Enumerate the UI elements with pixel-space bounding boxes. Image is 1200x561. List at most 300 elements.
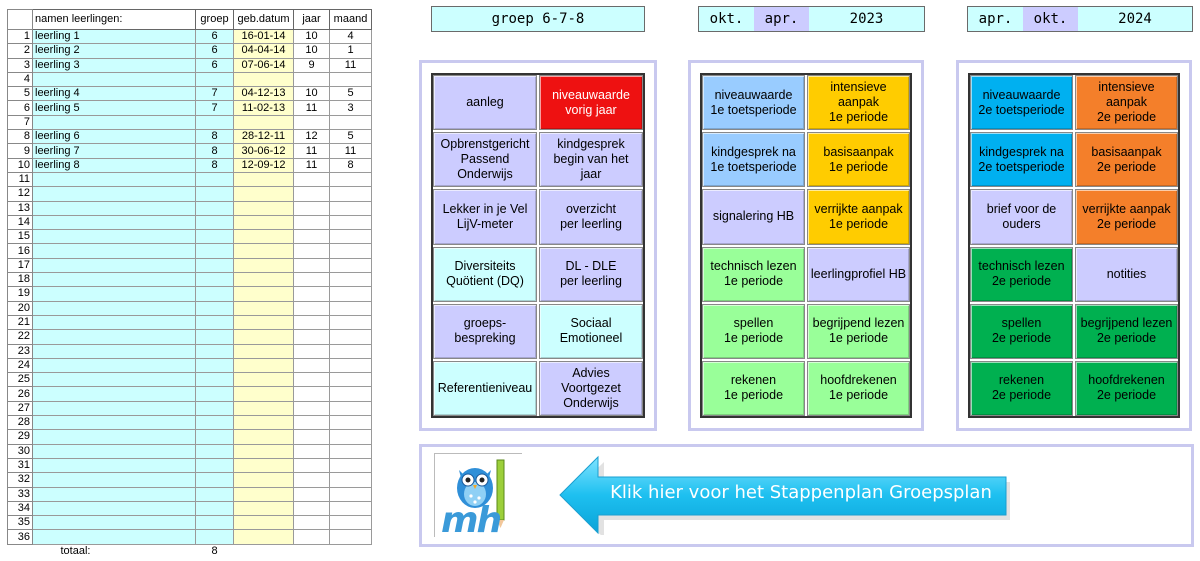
age-month-cell[interactable] (330, 458, 372, 472)
student-name-cell[interactable] (33, 344, 196, 358)
tile-button-right-11[interactable]: rekenen 2e periode (970, 361, 1073, 416)
group-cell[interactable]: 8 (196, 130, 234, 144)
table-row (8, 30, 372, 44)
birthdate-cell[interactable] (234, 258, 294, 272)
group-cell[interactable] (196, 444, 234, 458)
row-number-header (8, 10, 33, 30)
age-month-cell[interactable] (330, 230, 372, 244)
month-column-header: maand (330, 10, 372, 30)
student-name-cell[interactable] (33, 401, 196, 415)
table-row (8, 72, 372, 86)
birthdate-cell[interactable] (234, 387, 294, 401)
age-month-cell[interactable]: 5 (330, 87, 372, 101)
birthdate-cell[interactable] (234, 501, 294, 515)
row-number-cell: 27 (8, 401, 33, 415)
table-row (8, 158, 372, 172)
tile-button-middle-1[interactable]: niveauwaarde 1e toetsperiode (702, 75, 805, 130)
age-year-cell[interactable] (294, 187, 330, 201)
tile-button-left-12[interactable]: Advies Voortgezet Onderwijs (539, 361, 643, 416)
group-cell[interactable] (196, 501, 234, 515)
age-year-cell[interactable] (294, 115, 330, 129)
total-value: 8 (211, 545, 218, 558)
tile-button-right-7[interactable]: technisch lezen 2e periode (970, 247, 1073, 302)
student-name-cell[interactable] (33, 516, 196, 530)
student-name-cell[interactable] (33, 258, 196, 272)
tile-grid-general (431, 73, 645, 418)
group-cell[interactable] (196, 487, 234, 501)
group-cell[interactable] (196, 344, 234, 358)
row-number-cell: 10 (8, 158, 33, 172)
age-year-cell[interactable]: 11 (294, 144, 330, 158)
student-name-cell[interactable] (33, 244, 196, 258)
group-cell[interactable] (196, 230, 234, 244)
age-month-cell[interactable] (330, 215, 372, 229)
group-cell[interactable] (196, 358, 234, 372)
student-name-cell[interactable] (33, 330, 196, 344)
student-name-cell[interactable]: leerling 7 (33, 144, 196, 158)
row-number-cell: 5 (8, 87, 33, 101)
tile-button-middle-8[interactable]: leerlingprofiel HB (807, 247, 910, 302)
birthdate-cell[interactable]: 07-06-14 (234, 58, 294, 72)
birthdate-cell[interactable] (234, 115, 294, 129)
student-name-cell[interactable] (33, 315, 196, 329)
row-number-cell: 7 (8, 115, 33, 129)
owl-logo-icon (434, 453, 522, 541)
student-name-cell[interactable] (33, 201, 196, 215)
row-number-cell: 33 (8, 487, 33, 501)
age-month-cell[interactable] (330, 387, 372, 401)
age-month-cell[interactable] (330, 187, 372, 201)
tile-button-middle-4[interactable]: basisaanpak 1e periode (807, 132, 910, 187)
table-row (8, 258, 372, 272)
group-cell[interactable] (196, 373, 234, 387)
age-month-cell[interactable] (330, 373, 372, 387)
birthdate-cell[interactable] (234, 172, 294, 186)
age-month-cell[interactable] (330, 287, 372, 301)
age-month-cell[interactable] (330, 72, 372, 86)
student-name-cell[interactable] (33, 373, 196, 387)
group-cell[interactable]: 8 (196, 144, 234, 158)
tile-button-right-12[interactable]: hoofdrekenen 2e periode (1075, 361, 1178, 416)
birthdate-cell[interactable]: 28-12-11 (234, 130, 294, 144)
age-month-cell[interactable]: 11 (330, 58, 372, 72)
row-number-cell: 6 (8, 101, 33, 115)
age-year-cell[interactable] (294, 401, 330, 415)
row-number-cell: 34 (8, 501, 33, 515)
group-cell[interactable] (196, 458, 234, 472)
age-month-cell[interactable] (330, 258, 372, 272)
group-cell[interactable] (196, 244, 234, 258)
group-cell[interactable] (196, 201, 234, 215)
table-row (8, 330, 372, 344)
tile-grid-period-2 (968, 73, 1180, 418)
group-cell[interactable] (196, 315, 234, 329)
age-year-cell[interactable] (294, 244, 330, 258)
table-row (8, 373, 372, 387)
age-month-cell[interactable] (330, 473, 372, 487)
age-year-cell[interactable] (294, 301, 330, 315)
group-cell[interactable] (196, 301, 234, 315)
row-number-cell: 1 (8, 30, 33, 44)
age-year-cell[interactable] (294, 201, 330, 215)
tile-button-right-4[interactable]: basisaanpak 2e periode (1075, 132, 1178, 187)
tile-button-right-9[interactable]: spellen 2e periode (970, 304, 1073, 359)
row-number-cell: 14 (8, 215, 33, 229)
row-number-cell: 29 (8, 430, 33, 444)
table-row (8, 230, 372, 244)
birthdate-cell[interactable] (234, 287, 294, 301)
group-cell[interactable]: 8 (196, 158, 234, 172)
tile-button-right-5[interactable]: brief voor de ouders (970, 189, 1073, 244)
stappenplan-banner (419, 444, 1194, 547)
group-header-label: groep 6-7-8 (491, 11, 585, 27)
student-name-cell[interactable] (33, 273, 196, 287)
birthdate-cell[interactable] (234, 244, 294, 258)
age-year-cell[interactable] (294, 444, 330, 458)
student-name-cell[interactable]: leerling 8 (33, 158, 196, 172)
age-year-cell[interactable] (294, 273, 330, 287)
row-number-cell: 26 (8, 387, 33, 401)
period-header-2024 (967, 6, 1193, 32)
student-name-cell[interactable] (33, 287, 196, 301)
birthdate-cell[interactable] (234, 473, 294, 487)
age-month-cell[interactable] (330, 315, 372, 329)
student-name-cell[interactable]: leerling 3 (33, 58, 196, 72)
table-row (8, 430, 372, 444)
row-number-cell: 8 (8, 130, 33, 144)
age-month-cell[interactable]: 5 (330, 130, 372, 144)
group-cell[interactable] (196, 172, 234, 186)
table-row (8, 187, 372, 201)
period-2023-year: 2023 (849, 11, 884, 27)
birthdate-cell[interactable] (234, 430, 294, 444)
row-number-cell: 3 (8, 58, 33, 72)
student-name-cell[interactable] (33, 215, 196, 229)
stappenplan-link-label: Klik hier voor het Stappenplan Groepsplan (610, 482, 992, 503)
age-year-cell[interactable] (294, 258, 330, 272)
student-name-cell[interactable] (33, 72, 196, 86)
age-year-cell[interactable] (294, 172, 330, 186)
age-month-cell[interactable]: 1 (330, 44, 372, 58)
age-year-cell[interactable] (294, 330, 330, 344)
group-cell[interactable] (196, 330, 234, 344)
birthdate-cell[interactable]: 12-09-12 (234, 158, 294, 172)
table-row (8, 501, 372, 515)
row-number-cell: 36 (8, 530, 33, 544)
group-cell[interactable] (196, 387, 234, 401)
age-month-cell[interactable] (330, 530, 372, 544)
birthdate-cell[interactable] (234, 444, 294, 458)
group-cell[interactable] (196, 287, 234, 301)
birthdate-cell[interactable] (234, 273, 294, 287)
student-name-cell[interactable]: leerling 4 (33, 87, 196, 101)
table-row (8, 58, 372, 72)
student-name-cell[interactable] (33, 115, 196, 129)
age-year-cell[interactable]: 10 (294, 87, 330, 101)
table-row (8, 516, 372, 530)
tile-button-right-2[interactable]: intensieve aanpak 2e periode (1075, 75, 1178, 130)
table-row (8, 87, 372, 101)
age-year-cell[interactable] (294, 473, 330, 487)
tile-grid-period-1 (700, 73, 912, 418)
tile-button-middle-5[interactable]: signalering HB (702, 189, 805, 244)
group-cell[interactable] (196, 430, 234, 444)
tile-button-middle-9[interactable]: spellen 1e periode (702, 304, 805, 359)
age-year-cell[interactable] (294, 516, 330, 530)
tile-button-middle-6[interactable]: verrijkte aanpak 1e periode (807, 189, 910, 244)
birthdate-cell[interactable] (234, 201, 294, 215)
age-year-cell[interactable] (294, 430, 330, 444)
group-cell[interactable] (196, 187, 234, 201)
student-name-cell[interactable] (33, 458, 196, 472)
table-row (8, 144, 372, 158)
student-name-cell[interactable]: leerling 6 (33, 130, 196, 144)
age-year-cell[interactable]: 9 (294, 58, 330, 72)
student-name-cell[interactable] (33, 444, 196, 458)
student-name-cell[interactable]: leerling 2 (33, 44, 196, 58)
age-year-cell[interactable]: 12 (294, 130, 330, 144)
tile-button-right-3[interactable]: kindgesprek na 2e toetsperiode (970, 132, 1073, 187)
tile-button-right-6[interactable]: verrijkte aanpak 2e periode (1075, 189, 1178, 244)
age-month-cell[interactable]: 11 (330, 144, 372, 158)
row-number-cell: 30 (8, 444, 33, 458)
birthdate-cell[interactable] (234, 230, 294, 244)
birthdate-cell[interactable] (234, 358, 294, 372)
panel-period-2 (956, 60, 1192, 431)
age-month-cell[interactable]: 3 (330, 101, 372, 115)
age-year-cell[interactable] (294, 315, 330, 329)
table-row (8, 301, 372, 315)
birthdate-cell[interactable] (234, 516, 294, 530)
tile-button-middle-3[interactable]: kindgesprek na 1e toetsperiode (702, 132, 805, 187)
period-2023-month-oct: okt. (709, 11, 744, 27)
age-year-cell[interactable]: 10 (294, 44, 330, 58)
student-name-cell[interactable] (33, 187, 196, 201)
birthdate-cell[interactable]: 04-04-14 (234, 44, 294, 58)
age-year-cell[interactable]: 11 (294, 158, 330, 172)
row-number-cell: 31 (8, 458, 33, 472)
name-column-header: namen leerlingen: (33, 10, 196, 30)
group-cell[interactable] (196, 215, 234, 229)
age-year-cell[interactable] (294, 458, 330, 472)
tile-button-right-8[interactable]: notities (1075, 247, 1178, 302)
year-column-header: jaar (294, 10, 330, 30)
tile-button-left-11[interactable]: Referentieniveau (433, 361, 537, 416)
panel-general (419, 60, 657, 431)
group-cell[interactable]: 6 (196, 44, 234, 58)
tile-button-left-6[interactable]: overzicht per leerling (539, 189, 643, 244)
tile-button-left-10[interactable]: Sociaal Emotioneel (539, 304, 643, 359)
stappenplan-link-button[interactable] (558, 455, 1014, 535)
age-month-cell[interactable] (330, 244, 372, 258)
group-cell[interactable] (196, 273, 234, 287)
age-month-cell[interactable] (330, 301, 372, 315)
age-year-cell[interactable] (294, 416, 330, 430)
tile-button-left-1[interactable]: aanleg (433, 75, 537, 130)
student-name-cell[interactable] (33, 416, 196, 430)
table-row (8, 201, 372, 215)
birthdate-cell[interactable]: 04-12-13 (234, 87, 294, 101)
panel-period-1 (688, 60, 924, 431)
age-month-cell[interactable] (330, 115, 372, 129)
age-month-cell[interactable] (330, 273, 372, 287)
age-year-cell[interactable] (294, 487, 330, 501)
group-cell[interactable] (196, 473, 234, 487)
table-row (8, 473, 372, 487)
student-name-cell[interactable] (33, 301, 196, 315)
group-cell[interactable]: 7 (196, 101, 234, 115)
row-number-cell: 32 (8, 473, 33, 487)
group-header (431, 6, 645, 32)
group-cell[interactable]: 6 (196, 30, 234, 44)
birthdate-cell[interactable] (234, 487, 294, 501)
student-name-cell[interactable] (33, 530, 196, 544)
tile-button-middle-11[interactable]: rekenen 1e periode (702, 361, 805, 416)
age-month-cell[interactable] (330, 330, 372, 344)
table-row (8, 315, 372, 329)
age-month-cell[interactable] (330, 344, 372, 358)
tile-button-left-5[interactable]: Lekker in je Vel LijV-meter (433, 189, 537, 244)
age-month-cell[interactable]: 4 (330, 30, 372, 44)
tile-button-right-1[interactable]: niveauwaarde 2e toetsperiode (970, 75, 1073, 130)
birthdate-cell[interactable] (234, 330, 294, 344)
table-row (8, 358, 372, 372)
tile-button-left-3[interactable]: Opbrenstgericht Passend Onderwijs (433, 132, 537, 187)
table-row (8, 530, 372, 544)
student-name-cell[interactable] (33, 501, 196, 515)
group-cell[interactable] (196, 258, 234, 272)
student-name-cell[interactable] (33, 487, 196, 501)
table-row (8, 215, 372, 229)
tile-button-middle-12[interactable]: hoofdrekenen 1e periode (807, 361, 910, 416)
student-name-cell[interactable] (33, 358, 196, 372)
age-month-cell[interactable] (330, 430, 372, 444)
logo-text: mh (441, 500, 501, 541)
age-month-cell[interactable] (330, 172, 372, 186)
age-month-cell[interactable] (330, 358, 372, 372)
table-header-row (8, 10, 372, 30)
birthdate-cell[interactable] (234, 401, 294, 415)
group-cell[interactable] (196, 401, 234, 415)
period-header-2023 (698, 6, 925, 32)
tile-button-left-8[interactable]: DL - DLE per leerling (539, 247, 643, 302)
tile-button-left-7[interactable]: Diversiteits Quötient (DQ) (433, 247, 537, 302)
row-number-cell: 23 (8, 344, 33, 358)
table-row (8, 287, 372, 301)
row-number-cell: 11 (8, 172, 33, 186)
period-2023-month-apr: apr. (754, 7, 809, 31)
age-year-cell[interactable] (294, 373, 330, 387)
row-number-cell: 13 (8, 201, 33, 215)
row-number-cell: 21 (8, 315, 33, 329)
row-number-cell: 18 (8, 273, 33, 287)
group-cell[interactable] (196, 72, 234, 86)
tile-button-left-2[interactable]: niveauwaarde vorig jaar (539, 75, 643, 130)
birthdate-cell[interactable]: 11-02-13 (234, 101, 294, 115)
row-number-cell: 22 (8, 330, 33, 344)
student-name-cell[interactable] (33, 230, 196, 244)
table-row (8, 101, 372, 115)
group-cell[interactable] (196, 115, 234, 129)
age-month-cell[interactable] (330, 516, 372, 530)
age-month-cell[interactable] (330, 401, 372, 415)
age-year-cell[interactable] (294, 530, 330, 544)
group-cell[interactable]: 7 (196, 87, 234, 101)
table-row (8, 115, 372, 129)
row-number-cell: 17 (8, 258, 33, 272)
age-year-cell[interactable] (294, 501, 330, 515)
birthdate-cell[interactable]: 30-06-12 (234, 144, 294, 158)
table-row (8, 273, 372, 287)
tile-button-right-10[interactable]: begrijpend lezen 2e periode (1075, 304, 1178, 359)
row-number-cell: 9 (8, 144, 33, 158)
group-cell[interactable]: 6 (196, 58, 234, 72)
student-name-cell[interactable] (33, 430, 196, 444)
age-month-cell[interactable] (330, 444, 372, 458)
row-number-cell: 2 (8, 44, 33, 58)
student-name-cell[interactable]: leerling 1 (33, 30, 196, 44)
student-name-cell[interactable] (33, 172, 196, 186)
birthdate-cell[interactable] (234, 315, 294, 329)
period-2024-month-oct: okt. (1023, 7, 1078, 31)
age-year-cell[interactable] (294, 287, 330, 301)
total-label: totaal: (60, 545, 91, 558)
birthdate-cell[interactable]: 16-01-14 (234, 30, 294, 44)
birthdate-cell[interactable] (234, 458, 294, 472)
birthdate-cell[interactable] (234, 530, 294, 544)
age-month-cell[interactable] (330, 487, 372, 501)
table-total-row (8, 544, 372, 558)
age-month-cell[interactable] (330, 416, 372, 430)
tile-button-middle-10[interactable]: begrijpend lezen 1e periode (807, 304, 910, 359)
age-year-cell[interactable] (294, 387, 330, 401)
student-name-cell[interactable] (33, 387, 196, 401)
birthdate-cell[interactable] (234, 215, 294, 229)
age-year-cell[interactable]: 11 (294, 101, 330, 115)
age-month-cell[interactable] (330, 501, 372, 515)
age-year-cell[interactable] (294, 230, 330, 244)
row-number-cell: 20 (8, 301, 33, 315)
group-cell[interactable] (196, 530, 234, 544)
student-name-cell[interactable]: leerling 5 (33, 101, 196, 115)
birthdate-cell[interactable] (234, 72, 294, 86)
table-row (8, 487, 372, 501)
age-year-cell[interactable] (294, 358, 330, 372)
birthdate-cell[interactable] (234, 187, 294, 201)
tile-button-middle-7[interactable]: technisch lezen 1e periode (702, 247, 805, 302)
tile-button-middle-2[interactable]: intensieve aanpak 1e periode (807, 75, 910, 130)
age-month-cell[interactable] (330, 201, 372, 215)
age-month-cell[interactable]: 8 (330, 158, 372, 172)
student-table (7, 9, 372, 558)
age-year-cell[interactable] (294, 215, 330, 229)
birthdate-cell[interactable] (234, 373, 294, 387)
birthdate-cell[interactable] (234, 416, 294, 430)
age-year-cell[interactable] (294, 344, 330, 358)
table-row (8, 244, 372, 258)
student-name-cell[interactable] (33, 473, 196, 487)
row-number-cell: 4 (8, 72, 33, 86)
age-year-cell[interactable]: 10 (294, 30, 330, 44)
group-cell[interactable] (196, 416, 234, 430)
group-cell[interactable] (196, 516, 234, 530)
age-year-cell[interactable] (294, 72, 330, 86)
birthdate-cell[interactable] (234, 301, 294, 315)
tile-button-left-4[interactable]: kindgesprek begin van het jaar (539, 132, 643, 187)
table-row (8, 44, 372, 58)
tile-button-left-9[interactable]: groeps- bespreking (433, 304, 537, 359)
birthdate-cell[interactable] (234, 344, 294, 358)
